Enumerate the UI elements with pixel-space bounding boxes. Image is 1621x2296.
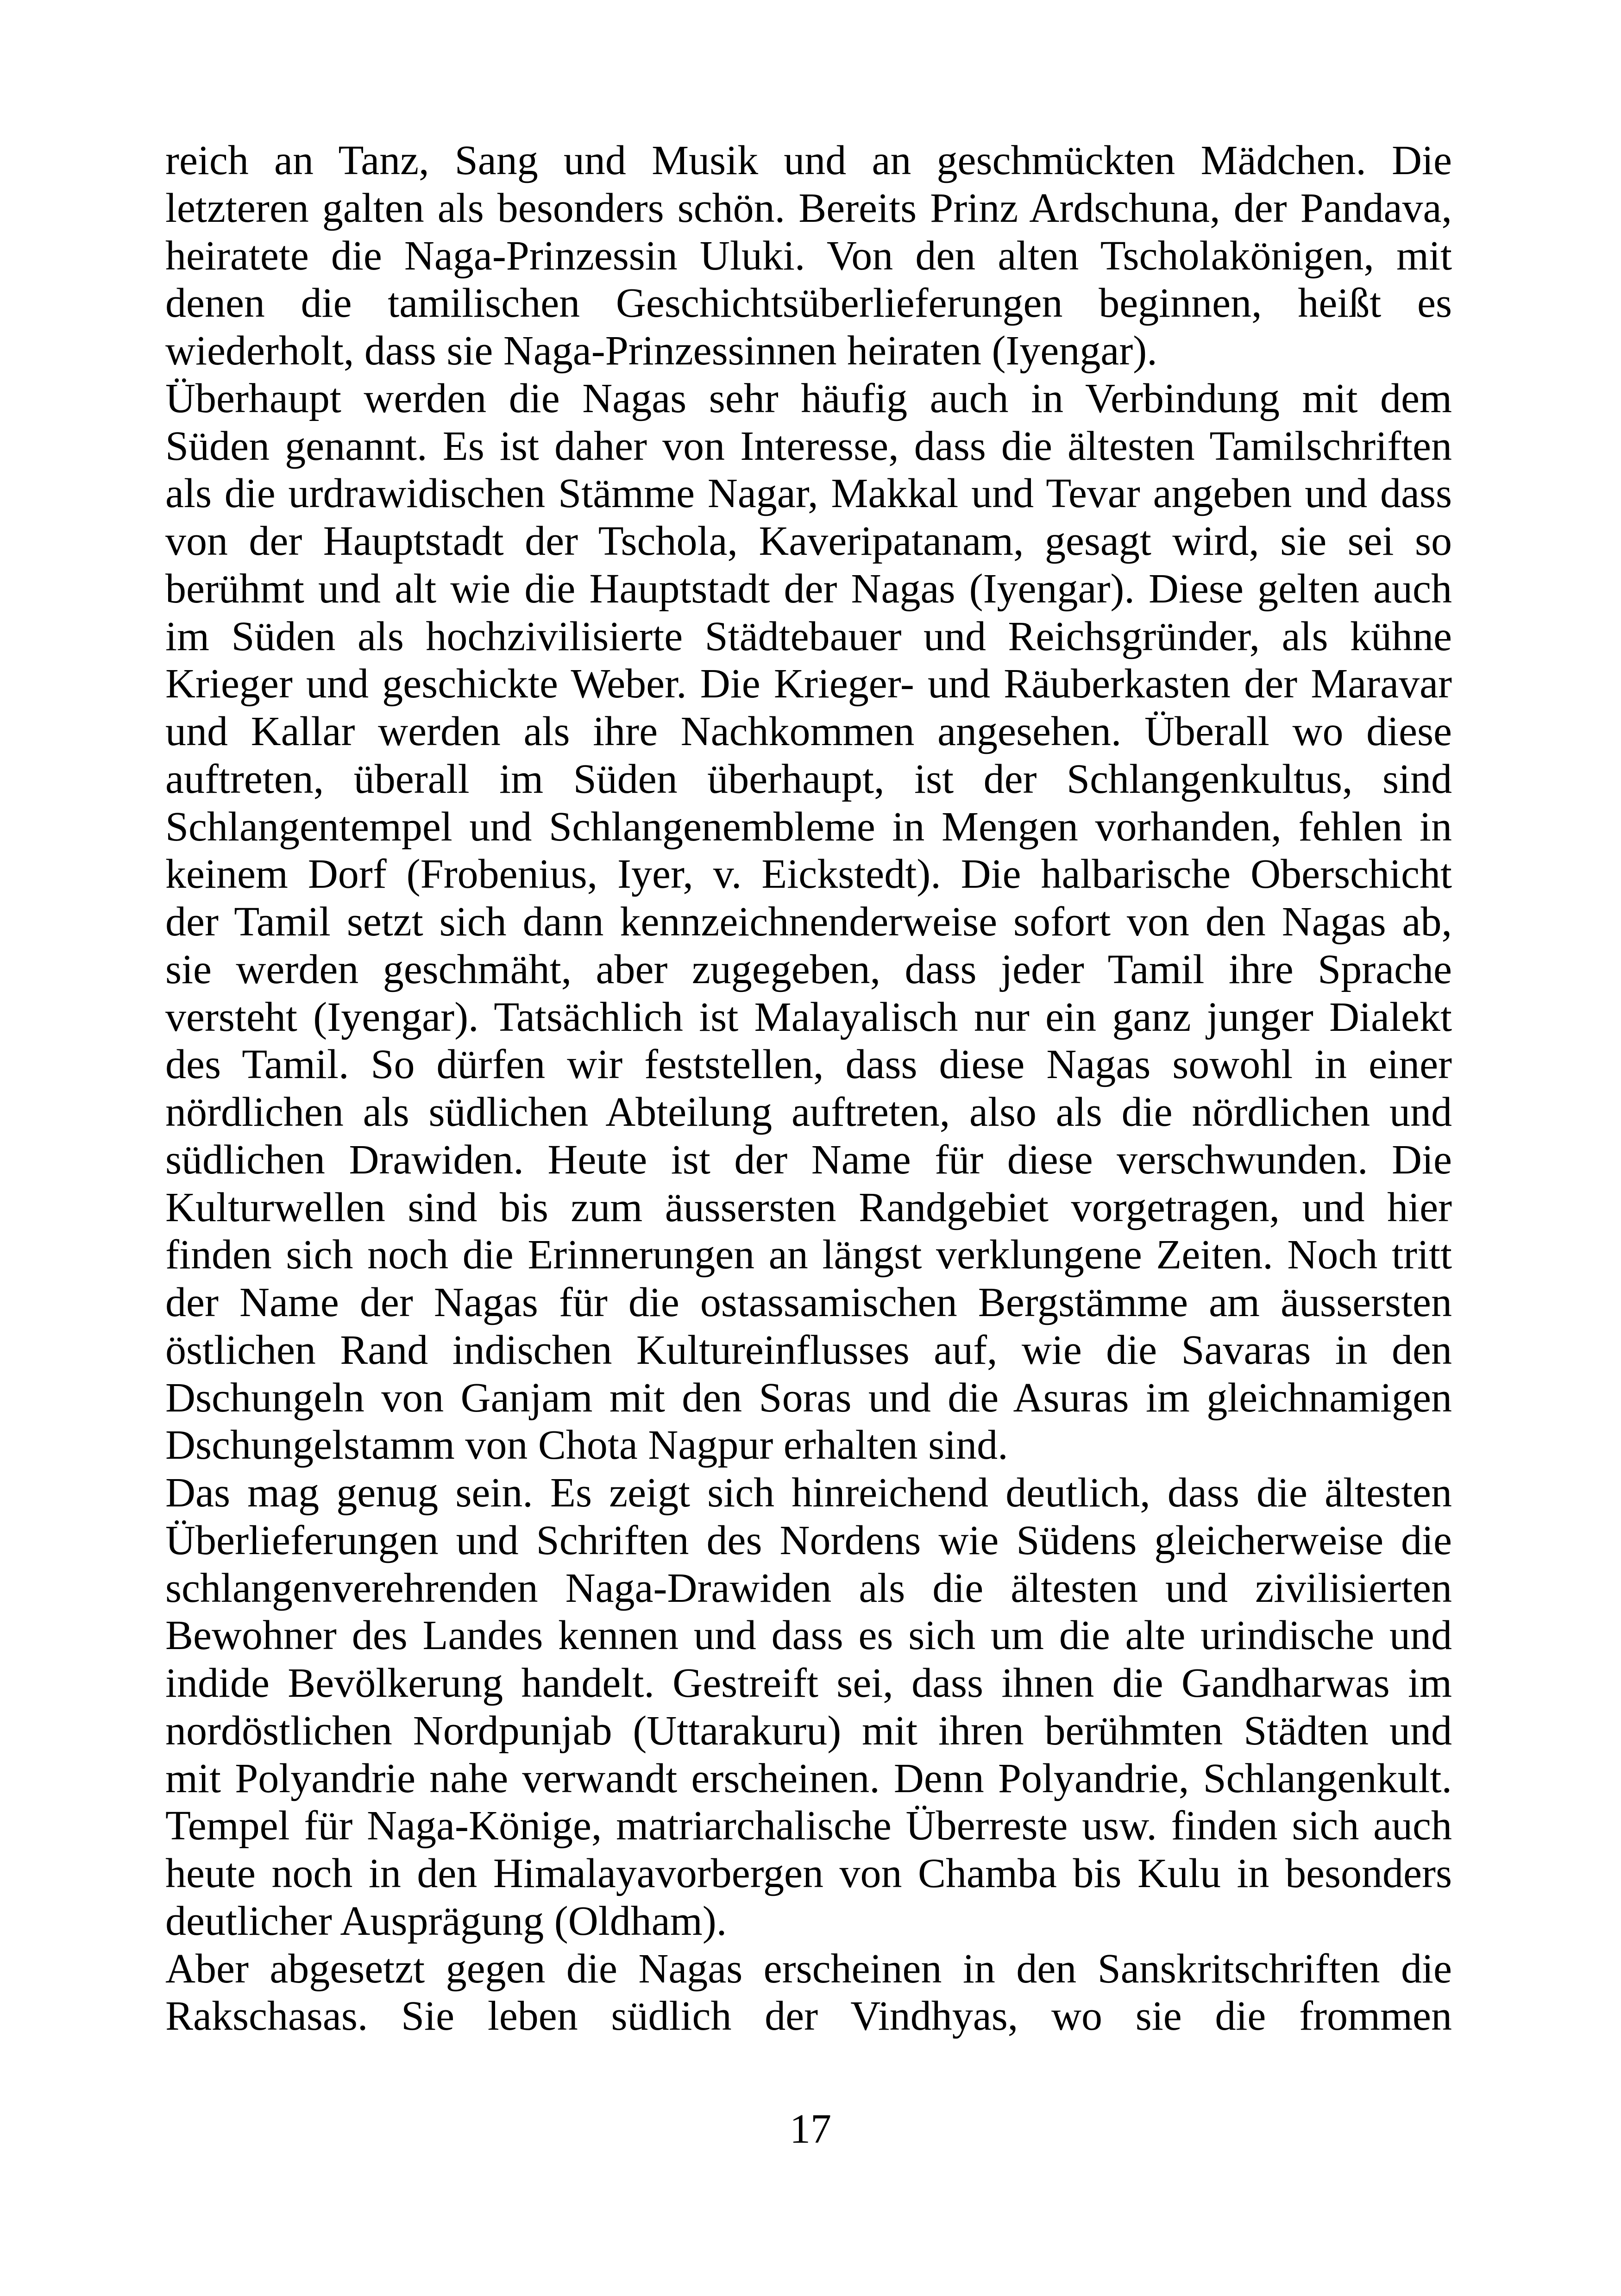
page-number: 17 xyxy=(790,2106,831,2152)
text-line: Schlangentempel und Schlangenembleme in Mengen vorhanden, fehlen in xyxy=(165,803,1452,850)
text-line: Tempel für Naga-Könige, matriarchalische Überreste usw. finden sich auch xyxy=(165,1803,1452,1849)
paragraph xyxy=(165,375,1452,1469)
text-line: nördlichen als südlichen Abteilung auftreten, also als die nördlichen und xyxy=(165,1089,1452,1135)
text-line: von der Hauptstadt der Tschola, Kaveripatanam, gesagt wird, sie sei so xyxy=(165,518,1452,564)
text-line: Bewohner des Landes kennen und dass es sich um die alte urindische und xyxy=(165,1612,1452,1659)
text-line: letzteren galten als besonders schön. Bereits Prinz Ardschuna, der Pandava, xyxy=(165,185,1452,231)
text-line: deutlicher Ausprägung (Oldham). xyxy=(165,1898,727,1944)
text-line: schlangenverehrenden Naga-Drawiden als die ältesten und zivilisierten xyxy=(165,1565,1452,1611)
text-line: Überlieferungen und Schriften des Nordens wie Südens gleicherweise die xyxy=(165,1517,1452,1563)
text-line: Rakschasas. Sie leben südlich der Vindhyas, wo sie die frommen xyxy=(165,1993,1452,2039)
text-line: indide Bevölkerung handelt. Gestreift sei, dass ihnen die Gandharwas im xyxy=(165,1660,1452,1706)
text-line: keinem Dorf (Frobenius, Iyer, v. Eickstedt). Die halbarische Oberschicht xyxy=(165,851,1452,897)
text-line: nordöstlichen Nordpunjab (Uttarakuru) mit ihren berühmten Städten und xyxy=(165,1707,1452,1754)
text-line: Aber abgesetzt gegen die Nagas erscheinen in den Sanskritschriften die xyxy=(165,1945,1452,1992)
text-line: Süden genannt. Es ist daher von Interesse, dass die ältesten Tamilschriften xyxy=(165,423,1452,469)
text-line: östlichen Rand indischen Kultureinflusses auf, wie die Savaras in den xyxy=(165,1327,1452,1373)
text-line: sie werden geschmäht, aber zugegeben, dass jeder Tamil ihre Sprache xyxy=(165,946,1452,992)
text-line: Überhaupt werden die Nagas sehr häufig auch in Verbindung mit dem xyxy=(165,375,1452,421)
text-line: Kulturwellen sind bis zum äussersten Randgebiet vorgetragen, und hier xyxy=(165,1184,1452,1230)
text-line: Dschungeln von Ganjam mit den Soras und die Asuras im gleichnamigen xyxy=(165,1374,1452,1421)
text-line: des Tamil. So dürfen wir feststellen, dass diese Nagas sowohl in einer xyxy=(165,1041,1452,1088)
text-line: heute noch in den Himalayavorbergen von Chamba bis Kulu in besonders xyxy=(165,1851,1452,1896)
text-line: Das mag genug sein. Es zeigt sich hinreichend deutlich, dass die ältesten xyxy=(165,1470,1452,1516)
paragraph xyxy=(165,1945,1452,2041)
text-line: auftreten, überall im Süden überhaupt, ist der Schlangenkultus, sind xyxy=(165,756,1452,802)
text-line: finden sich noch die Erinnerungen an längst verklungene Zeiten. Noch tritt xyxy=(165,1232,1452,1278)
paragraph xyxy=(165,1469,1452,1945)
text-line: Dschungelstamm von Chota Nagpur erhalten sind. xyxy=(165,1422,1008,1468)
body-text xyxy=(165,137,1452,2040)
text-line: als die urdrawidischen Stämme Nagar, Makkal und Tevar angeben und dass xyxy=(165,470,1452,517)
paragraph xyxy=(165,137,1452,375)
text-line: und Kallar werden als ihre Nachkommen angesehen. Überall wo diese xyxy=(165,709,1452,754)
text-line: berühmt und alt wie die Hauptstadt der Nagas (Iyengar). Diese gelten auch xyxy=(165,565,1452,612)
text-line: denen die tamilischen Geschichtsüberlieferungen beginnen, heißt es xyxy=(165,280,1452,326)
text-line: heiratete die Naga-Prinzessin Uluki. Von den alten Tscholakönigen, mit xyxy=(165,232,1452,279)
text-line: Krieger und geschickte Weber. Die Krieger- und Räuberkasten der Maravar xyxy=(165,661,1452,707)
text-line: versteht (Iyengar). Tatsächlich ist Malayalisch nur ein ganz junger Dialekt xyxy=(165,994,1452,1040)
text-line: im Süden als hochzivilisierte Städtebauer und Reichsgründer, als kühne xyxy=(165,613,1452,659)
text-line: mit Polyandrie nahe verwandt erscheinen. Denn Polyandrie, Schlangenkult. xyxy=(165,1755,1452,1801)
text-line: reich an Tanz, Sang und Musik und an geschmückten Mädchen. Die xyxy=(165,138,1452,183)
text-line: südlichen Drawiden. Heute ist der Name für diese verschwunden. Die xyxy=(165,1136,1452,1183)
text-line: wiederholt, dass sie Naga-Prinzessinnen heiraten (Iyengar). xyxy=(165,328,1157,374)
text-line: der Name der Nagas für die ostassamischen Bergstämme am äussersten xyxy=(165,1280,1452,1325)
text-line: der Tamil setzt sich dann kennzeichnenderweise sofort von den Nagas ab, xyxy=(165,899,1452,945)
